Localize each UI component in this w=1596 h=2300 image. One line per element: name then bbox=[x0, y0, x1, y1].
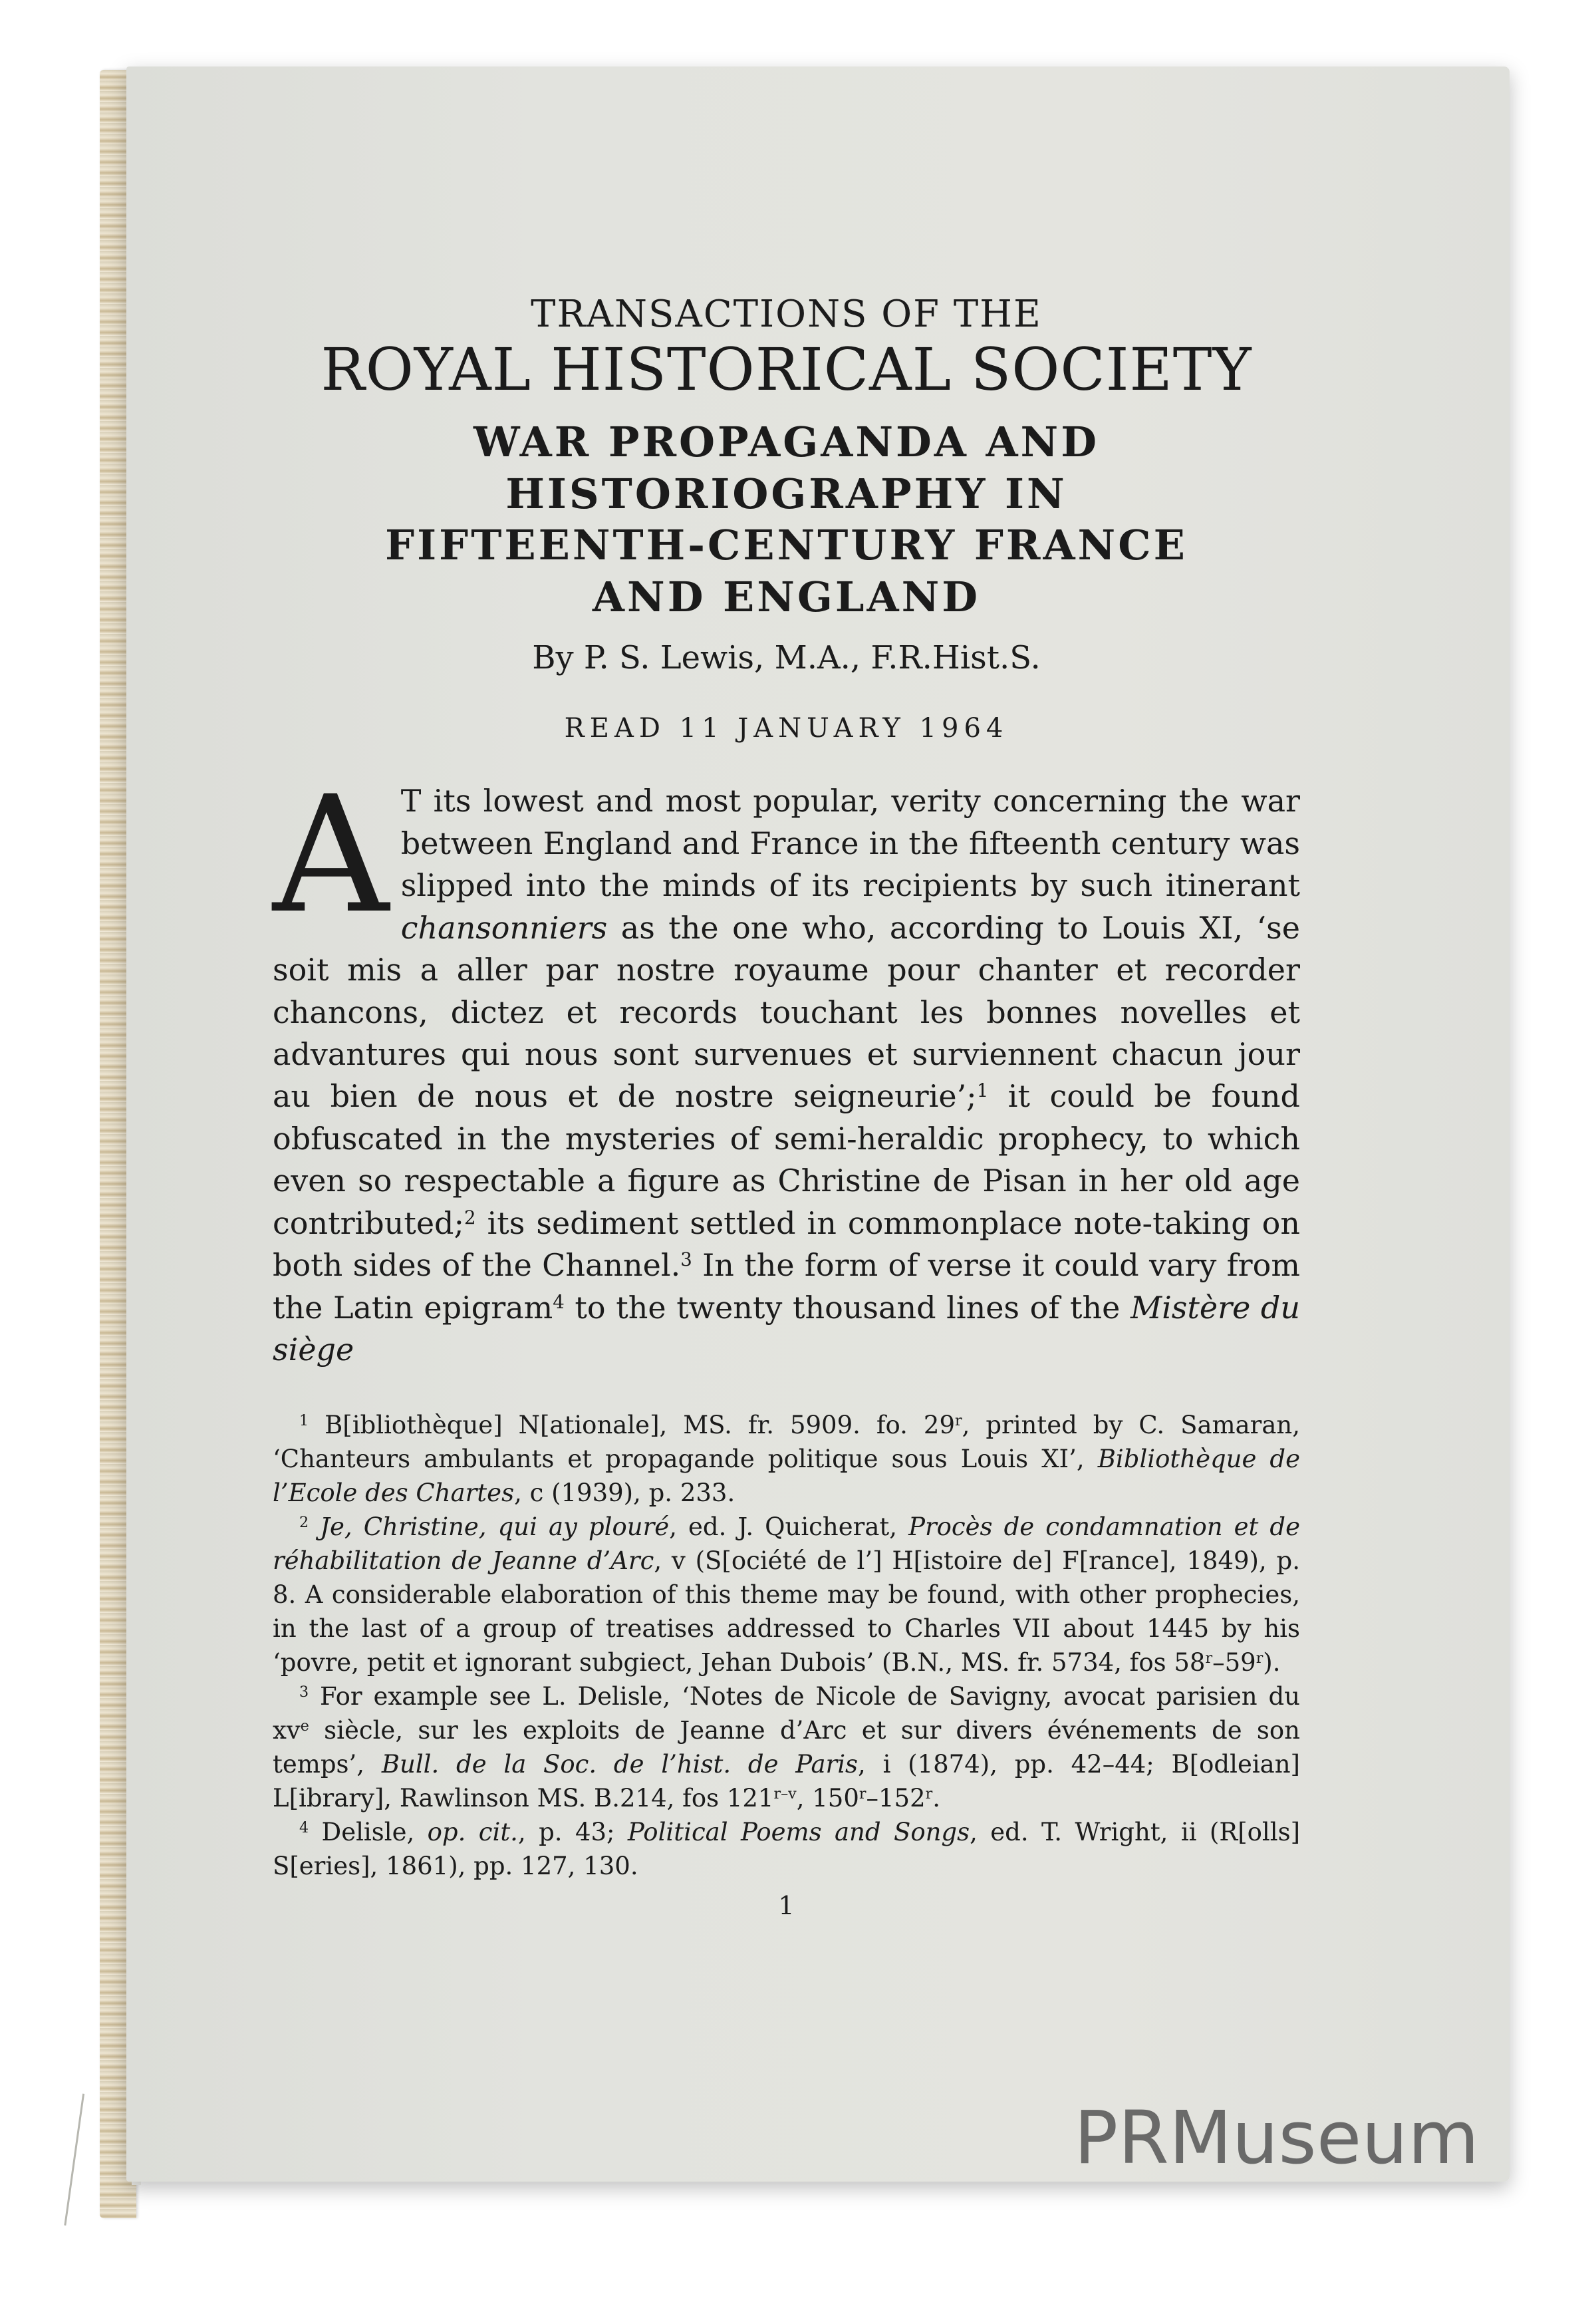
body-segment: as the one who, according to Louis XI, ‘se soit mis a aller par nostre royaume pour chanter et recorder chancons, dictez et records touchant les bonnes novelles et advantures qui nous sont survenues et surviennent chacun jour au bien de nous et de nostre seigneurie’; bbox=[273, 909, 1300, 1115]
journal-line: TRANSACTIONS OF THE bbox=[531, 293, 1042, 336]
footnote-text: , printed by C. Samaran, ‘Chanteurs ambulants et propagande politique sous Louis XI’, bbox=[273, 1410, 1300, 1473]
footnote-text: ). bbox=[1263, 1648, 1281, 1677]
footnote-3 bbox=[273, 1679, 1300, 1815]
footnote-number: 1 bbox=[299, 1411, 309, 1429]
footnote-text: Delisle, bbox=[309, 1818, 428, 1847]
footnote-text: –152 bbox=[866, 1784, 926, 1813]
body-text bbox=[273, 762, 1301, 1371]
footnote-text: , v (S[ociété de l’] H[istoire de] F[rance], 1849), p. 8. A considerable elaboration of this theme may be found, with other prophecies, in the last of a group of treatises addressed to Charles VII about 1445 by his ‘povre, petit et ignorant subgiect, Jehan Dubois’ (B.N., MS. fr. 5734, fos 58 bbox=[273, 1546, 1300, 1677]
footnote-2 bbox=[273, 1510, 1300, 1679]
title-line: AND ENGLAND bbox=[592, 572, 981, 621]
body-segment: its sediment settled in commonplace note-taking on both sides of the Channel. bbox=[273, 1205, 1300, 1284]
footnote-number: 2 bbox=[299, 1513, 309, 1531]
drop-cap: A bbox=[273, 762, 389, 950]
footnote-text: For example see L. Delisle, ‘Notes de Nicole de Savigny, avocat parisien du xv bbox=[273, 1682, 1300, 1745]
title-line: WAR PROPAGANDA AND bbox=[473, 418, 1099, 467]
footnote-number: 3 bbox=[299, 1683, 309, 1701]
footnote-text: –59 bbox=[1212, 1648, 1256, 1677]
footnote-sup: r bbox=[1256, 1649, 1264, 1667]
footnote-italic: Bull. de la Soc. de l’hist. de Paris bbox=[381, 1750, 859, 1779]
footnote-italic: Procès de condamnation et de réhabilitation de Jeanne d’Arc bbox=[273, 1512, 1300, 1575]
watermark: PRMuseum bbox=[1074, 2095, 1480, 2180]
footnote-4 bbox=[273, 1815, 1300, 1883]
body-italic: Mistère du siège bbox=[273, 1289, 1301, 1368]
page-number: 1 bbox=[778, 1891, 795, 1921]
footnote-ref: 2 bbox=[464, 1206, 476, 1228]
title-line: FIFTEENTH-CENTURY FRANCE bbox=[385, 521, 1188, 570]
footnote-italic: Je, Christine, qui ay plouré bbox=[309, 1512, 670, 1541]
footnote-sup: r bbox=[955, 1411, 962, 1429]
footnote-sup: r bbox=[925, 1785, 933, 1803]
body-italic: chansonniers bbox=[400, 909, 608, 946]
footnote-ref: 4 bbox=[553, 1290, 565, 1313]
footnote-text: , ed. T. Wright, ii (R[olls] S[eries], 1861), pp. 127, 130. bbox=[273, 1818, 1301, 1881]
footnote-text: , ed. J. Quicherat, bbox=[669, 1512, 909, 1541]
article-title bbox=[273, 416, 1300, 623]
footnote-italic: Political Poems and Songs bbox=[627, 1818, 970, 1847]
footnote-text: , c (1939), p. 233. bbox=[514, 1478, 735, 1507]
body-segment: to the twenty thousand lines of the bbox=[564, 1289, 1130, 1326]
body-segment: In the form of verse it could vary from the Latin epigram bbox=[273, 1247, 1300, 1326]
footnote-sup: r–v bbox=[773, 1785, 797, 1803]
footnote-text: B[ibliothèque] N[ationale], MS. fr. 5909. fo. 29 bbox=[309, 1410, 955, 1439]
footnote-italic: Bibliothèque de l’Ecole des Chartes bbox=[273, 1444, 1301, 1507]
footnote-ref: 1 bbox=[976, 1079, 989, 1102]
footnote-sup: r bbox=[1205, 1649, 1213, 1667]
footnotes bbox=[273, 1408, 1300, 1884]
page-header bbox=[273, 293, 1300, 744]
footnote-italic: op. cit. bbox=[427, 1818, 518, 1847]
footnote-sup: e bbox=[300, 1717, 309, 1735]
footnote-number: 4 bbox=[299, 1819, 309, 1837]
footnote-text: siècle, sur les exploits de Jeanne d’Arc et sur divers événements de son temps’, bbox=[273, 1716, 1300, 1779]
read-date: READ 11 JANUARY 1964 bbox=[564, 713, 1009, 744]
body-segment: it could be found obfuscated in the mysteries of semi-heraldic prophecy, to which even so respectable a figure as Christine de Pisan in her old age contributed; bbox=[273, 1078, 1301, 1241]
journal-name: ROYAL HISTORICAL SOCIETY bbox=[321, 335, 1252, 404]
footnote-text: . bbox=[932, 1784, 940, 1813]
footnote-sup: r bbox=[859, 1785, 866, 1803]
footnote-text: , i (1874), pp. 42–44; B[odleian] L[ibrary], Rawlinson MS. B.214, fos 121 bbox=[273, 1750, 1300, 1813]
footnote-ref: 3 bbox=[680, 1248, 692, 1271]
footnote-1 bbox=[273, 1408, 1300, 1510]
title-line: HISTORIOGRAPHY IN bbox=[505, 469, 1067, 518]
footnote-text: , 150 bbox=[796, 1784, 859, 1813]
footnote-text: , p. 43; bbox=[517, 1818, 628, 1847]
page-content bbox=[273, 293, 1300, 1920]
author-line: By P. S. Lewis, M.A., F.R.Hist.S. bbox=[532, 639, 1041, 677]
body-segment: T its lowest and most popular, verity concerning the war between England and France in the fifteenth century was slipped into the minds of its recipients by such itinerant bbox=[400, 783, 1300, 904]
